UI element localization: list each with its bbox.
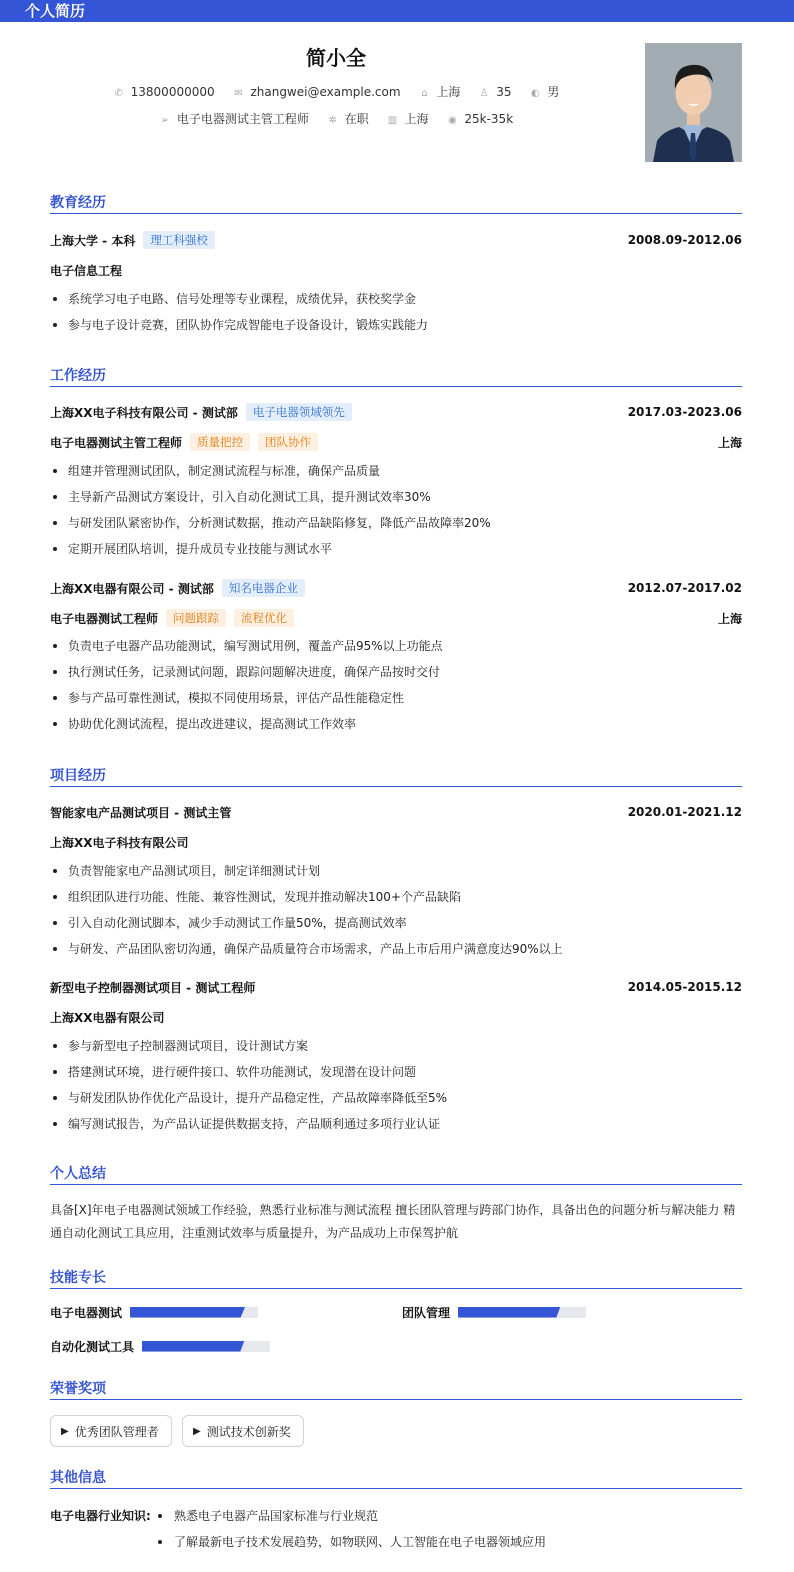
list-item: 负责智能家电产品测试项目，制定详细测试计划 [50,861,742,887]
work-location: 上海 [717,435,742,450]
skill-name: 电子电器测试 [50,1305,123,1320]
list-item: 了解最新电子技术发展趋势，如物联网、人工智能在电子电器领域应用 [158,1533,546,1550]
awards-section [50,1378,742,1450]
projects-section [50,765,742,1145]
target-job-info [159,110,309,127]
skill-bar [142,1341,270,1352]
candidate-name: 简小全 [306,46,366,70]
email-value: zhangwei@example.com [250,85,401,99]
work-heading: 工作经历 [50,365,742,387]
job-title: 电子电器测试工程师 [50,611,159,626]
gender-icon: ◐ [530,88,540,99]
skill-bar [458,1307,586,1318]
company-name: 上海XX电子科技有限公司 - 测试部 [50,405,238,420]
money-icon: ◉ [448,115,457,126]
project-company-row [50,832,742,852]
other-heading: 其他信息 [50,1467,742,1489]
target-job-value: 电子电器测试主管工程师 [176,112,309,126]
city-value: 上海 [436,85,461,99]
contact-row [0,83,672,100]
list-item: 与研发、产品团队密切沟通，确保产品质量符合市场需求，产品上市后用户满意度达90%以上 [50,939,742,965]
school-name: 上海大学 - 本科 [50,233,136,248]
list-item: 搭建测试环境，进行硬件接口、软件功能测试，发现潜在设计问题 [50,1062,742,1088]
award-label: 测试技术创新奖 [206,1424,291,1439]
mail-icon: ✉ [234,88,243,99]
project-period: 2014.05-2015.12 [627,980,742,994]
skill-tag: 质量把控 [190,433,250,451]
project-company: 上海XX电子科技有限公司 [50,835,189,850]
salary-info [446,112,513,126]
project-name: 新型电子控制器测试项目 - 测试工程师 [50,980,256,995]
education-section [50,192,742,342]
skill-tag: 问题跟踪 [166,609,226,627]
gender-info [529,83,559,100]
projects-heading: 项目经历 [50,765,742,787]
skill-name: 自动化测试工具 [50,1339,135,1354]
play-icon: ▶ [61,1425,69,1437]
major-name: 电子信息工程 [50,263,123,278]
status-info [327,110,369,127]
send-icon: ➢ [160,115,170,126]
work-title-row [50,608,742,628]
list-item: 参与新型电子控制器测试项目，设计测试方案 [50,1036,742,1062]
project-bullets [50,861,742,965]
work-period: 2017.03-2023.06 [627,405,742,419]
salary-value: 25k-35k [464,112,514,126]
person-icon: ♙ [479,88,489,99]
company-tag: 电子电器领域领先 [246,403,352,421]
work-title-row [50,432,742,452]
page-title-bar: 个人简历 [0,0,794,22]
work-period: 2012.07-2017.02 [627,581,742,595]
summary-heading: 个人总结 [50,1163,742,1185]
phone-icon: ✆ [114,88,123,99]
loading-icon: ✲ [328,115,337,126]
project-period: 2020.01-2021.12 [627,805,742,819]
skill-bar-fill [458,1307,560,1318]
list-item: 组织团队进行功能、性能、兼容性测试，发现并推动解决100+个产品缺陷 [50,887,742,913]
project-name: 智能家电产品测试项目 - 测试主管 [50,805,232,820]
age-value: 35 [496,85,512,99]
home-icon: ⌂ [421,88,428,99]
work-bullets [50,461,742,565]
age-info [478,85,511,99]
project-bullets [50,1036,742,1140]
award-item [50,1415,172,1447]
skill-tag: 流程优化 [234,609,294,627]
target-city-value: 上海 [404,112,429,126]
building-icon: ▥ [387,115,398,126]
award-item [182,1415,304,1447]
list-item: 熟悉电子电器产品国家标准与行业规范 [158,1507,378,1524]
list-item: 组建并管理测试团队，制定测试流程与标准，确保产品质量 [50,461,742,487]
job-title: 电子电器测试主管工程师 [50,435,183,450]
list-item: 负责电子电器产品功能测试，编写测试用例，覆盖产品95%以上功能点 [50,636,742,662]
profile-header [0,22,794,182]
education-bullets [50,289,742,341]
city-info [418,83,460,100]
portrait-illustration [645,43,742,162]
skill-tag: 团队协作 [258,433,318,451]
awards-heading: 荣誉奖项 [50,1378,742,1400]
work-company-row [50,402,742,422]
skill-bar-fill [130,1307,245,1318]
list-item: 与研发团队协作优化产品设计，提升产品稳定性，产品故障率降低至5% [50,1088,742,1114]
list-item: 主导新产品测试方案设计，引入自动化测试工具，提升测试效率30% [50,487,742,513]
list-item: 执行测试任务，记录测试问题，跟踪问题解决进度，确保产品按时交付 [50,662,742,688]
phone-value: 13800000000 [130,85,215,99]
award-label: 优秀团队管理者 [74,1424,159,1439]
skill-item [50,1304,258,1320]
education-header-row [50,230,742,250]
summary-section [50,1163,742,1253]
other-label: 电子电器行业知识: [50,1509,151,1523]
profile-photo [645,43,742,162]
company-tag: 知名电器企业 [222,579,305,597]
list-item: 协助优化测试流程，提出改进建议，提高测试工作效率 [50,714,742,740]
phone-info [113,85,215,99]
skill-bar [130,1307,258,1318]
skill-bar-fill [142,1341,244,1352]
work-location: 上海 [717,611,742,626]
awards-list [50,1415,742,1447]
education-heading: 教育经历 [50,192,742,214]
project-company: 上海XX电器有限公司 [50,1010,165,1025]
skills-section [50,1267,742,1362]
list-item: 系统学习电子电路、信号处理等专业课程，成绩优异，获校奖学金 [50,289,742,315]
email-info [232,85,400,99]
play-icon: ▶ [193,1425,201,1437]
school-tag: 理工科强校 [143,231,215,249]
list-item: 参与产品可靠性测试，模拟不同使用场景，评估产品性能稳定性 [50,688,742,714]
skill-item [50,1338,270,1354]
project-header-row [50,977,742,997]
work-bullets [50,636,742,740]
company-name: 上海XX电器有限公司 - 测试部 [50,581,214,596]
list-item: 与研发团队紧密协作，分析测试数据，推动产品缺陷修复，降低产品故障率20% [50,513,742,539]
work-section [50,365,742,745]
list-item: 参与电子设计竞赛，团队协作完成智能电子设备设计，锻炼实践能力 [50,315,742,341]
skill-item [402,1304,586,1320]
list-item: 定期开展团队培训，提升成员专业技能与测试水平 [50,539,742,565]
project-company-row [50,1007,742,1027]
project-header-row [50,802,742,822]
status-value: 在职 [344,112,369,126]
skill-name: 团队管理 [402,1305,451,1320]
skills-heading: 技能专长 [50,1267,742,1289]
work-company-row [50,578,742,598]
other-section [50,1467,742,1567]
list-item: 引入自动化测试脚本，减少手动测试工作量50%，提高测试效率 [50,913,742,939]
major-row [50,260,742,280]
education-period: 2008.09-2012.06 [627,233,742,247]
summary-text: 具备[X]年电子电器测试领域工作经验，熟悉行业标准与测试流程 擅长团队管理与跨部门协作，具备出色的问题分析与解决能力 精通自动化测试工具应用，注重测试效率与质量提升，为产品成功上市保驾护航 [50,1203,736,1240]
gender-value: 男 [547,85,560,99]
job-intent-row [0,110,672,127]
list-item: 编写测试报告，为产品认证提供数据支持，产品顺利通过多项行业认证 [50,1114,742,1140]
target-city-info [387,110,429,127]
